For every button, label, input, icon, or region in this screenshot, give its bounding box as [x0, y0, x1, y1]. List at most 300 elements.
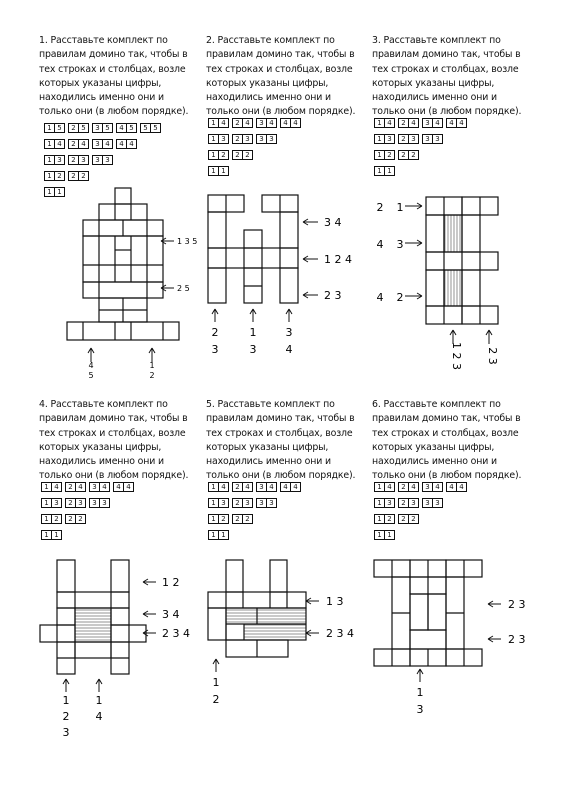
- domino-tile: [89, 482, 110, 492]
- instruction-line: тех строках и столбцах, возле: [372, 427, 519, 439]
- domino-half: 1: [47, 188, 52, 196]
- domino-grid: [67, 188, 179, 340]
- domino-half: 4: [218, 119, 228, 127]
- domino-tile: [398, 498, 419, 508]
- domino-tile: [44, 123, 65, 133]
- domino-half: 3: [95, 140, 100, 148]
- instruction-line: которых указаны цифры,: [372, 441, 495, 453]
- domino-row: [41, 514, 86, 524]
- domino-half: 2: [78, 172, 88, 180]
- domino-half: 3: [259, 119, 264, 127]
- domino-tile: [68, 155, 89, 165]
- domino-tile: [92, 155, 113, 165]
- domino-row: [44, 171, 89, 181]
- domino-half: 1: [377, 135, 382, 143]
- instruction-line: только они (в любом порядке).: [206, 106, 356, 118]
- column-hint-label: 3: [211, 343, 219, 356]
- domino-half: 1: [211, 515, 216, 523]
- domino-tile: [374, 118, 395, 128]
- column-hint-label: 2 3: [486, 347, 499, 365]
- domino-half: 1: [218, 531, 228, 539]
- domino-half: 1: [44, 531, 49, 539]
- domino-row: [208, 134, 277, 144]
- instruction-line: тех строках и столбцах, возле: [372, 63, 519, 75]
- domino-tile: [374, 134, 395, 144]
- domino-half: 4: [449, 483, 454, 491]
- domino-tile: [398, 118, 419, 128]
- instruction-line: правилам домино так, чтобы в: [206, 49, 355, 61]
- instruction-line: тех строках и столбцах, возле: [39, 63, 186, 75]
- shaded-cell: [244, 624, 306, 640]
- domino-tile: [422, 498, 443, 508]
- domino-grid: [374, 560, 482, 666]
- instruction-line: только они (в любом порядке).: [39, 470, 189, 482]
- domino-tile: [92, 139, 113, 149]
- column-hint: [486, 330, 499, 365]
- domino-row: [41, 498, 110, 508]
- domino-half: 3: [432, 135, 442, 143]
- domino-half: 4: [290, 483, 300, 491]
- row-hint-label: 2 3 4: [162, 627, 190, 640]
- domino-half: 2: [71, 172, 76, 180]
- column-hint-label: 4: [285, 343, 293, 356]
- domino-row: [374, 530, 395, 540]
- domino-half: 2: [71, 140, 76, 148]
- domino-half: 3: [432, 499, 442, 507]
- instruction-line: находились именно они и: [39, 92, 164, 104]
- row-hint: [303, 289, 342, 302]
- domino-half: 1: [47, 140, 52, 148]
- domino-half: 1: [377, 531, 382, 539]
- domino-half: 4: [290, 119, 300, 127]
- domino-tile: [208, 118, 229, 128]
- domino-half: 4: [102, 140, 112, 148]
- column-hint: [63, 679, 70, 739]
- domino-half: 4: [126, 140, 136, 148]
- shaded-cell: [75, 608, 111, 642]
- domino-half: 2: [242, 515, 252, 523]
- instruction-line: Расставьте комплект по: [383, 399, 501, 410]
- domino-row: [374, 118, 467, 128]
- puzzle-number: 2.: [206, 35, 215, 46]
- domino-tile: [208, 514, 229, 524]
- column-hint: [96, 679, 103, 723]
- column-hint: [286, 309, 293, 356]
- domino-tile: [374, 498, 395, 508]
- puzzle-number: 1.: [39, 35, 48, 46]
- domino-half: 5: [126, 124, 136, 132]
- instruction-line: находились именно они и: [206, 456, 331, 468]
- row-hint-label: 1 3: [326, 595, 344, 608]
- column-hint-label: 2: [211, 326, 219, 339]
- domino-half: 1: [377, 151, 382, 159]
- domino-tile: [92, 123, 113, 133]
- row-hint-label: 1 2 4: [324, 253, 352, 266]
- domino-tile: [232, 134, 253, 144]
- puzzle-number: 6.: [372, 399, 381, 410]
- domino-half: 1: [44, 483, 49, 491]
- domino-half: 4: [123, 483, 133, 491]
- domino-tile: [398, 514, 419, 524]
- domino-half: 4: [242, 119, 252, 127]
- domino-tile: [208, 498, 229, 508]
- domino-row: [208, 118, 301, 128]
- domino-tile: [41, 530, 62, 540]
- domino-tile: [374, 530, 395, 540]
- domino-row: [44, 123, 161, 133]
- instruction-line: которых указаны цифры,: [39, 77, 162, 89]
- column-hint: [88, 348, 94, 380]
- row-hint-label: 1 2: [162, 576, 180, 589]
- domino-half: 1: [218, 167, 228, 175]
- column-hint: [450, 330, 463, 370]
- domino-half: 2: [71, 156, 76, 164]
- row-hint: [303, 253, 352, 266]
- row-hint: [143, 627, 190, 640]
- domino-row: [374, 498, 443, 508]
- domino-half: 4: [266, 483, 276, 491]
- domino-half: 1: [377, 483, 382, 491]
- domino-half: 4: [432, 119, 442, 127]
- column-hint-label: 1: [249, 326, 257, 339]
- domino-half: 3: [259, 483, 264, 491]
- puzzle-5-instructions: [206, 398, 381, 484]
- row-hint: [306, 595, 344, 608]
- instruction-line: находились именно они и: [372, 92, 497, 104]
- puzzle-number: 5.: [206, 399, 215, 410]
- domino-tile: [65, 498, 86, 508]
- domino-tile: [113, 482, 134, 492]
- instruction-line: которых указаны цифры,: [206, 77, 329, 89]
- domino-half: 3: [242, 135, 252, 143]
- instruction-line: правилам домино так, чтобы в: [206, 413, 355, 425]
- domino-half: 3: [425, 499, 430, 507]
- row-hint-label: 2 3: [324, 289, 342, 302]
- instruction-line: только они (в любом порядке).: [206, 470, 356, 482]
- instruction-line: тех строках и столбцах, возле: [39, 427, 186, 439]
- row-hint: [143, 608, 180, 621]
- row-hint: [161, 284, 190, 293]
- instruction-line: правилам домино так, чтобы в: [372, 413, 521, 425]
- instruction-line: тех строках и столбцах, возле: [206, 63, 353, 75]
- row-hint: [303, 216, 342, 229]
- domino-half: 4: [116, 483, 121, 491]
- domino-tile: [374, 482, 395, 492]
- domino-tile: [44, 171, 65, 181]
- domino-half: 3: [425, 119, 430, 127]
- domino-half: 1: [51, 531, 61, 539]
- row-hint-label: 4: [376, 238, 384, 251]
- domino-row: [374, 166, 395, 176]
- domino-tile: [374, 514, 395, 524]
- domino-half: 3: [54, 156, 64, 164]
- row-hint-label: 3 4: [162, 608, 180, 621]
- instruction-line: только они (в любом порядке).: [372, 106, 522, 118]
- domino-tile: [232, 498, 253, 508]
- column-hint: [213, 659, 220, 706]
- domino-tile: [446, 482, 467, 492]
- domino-half: 4: [78, 140, 88, 148]
- domino-tile: [256, 482, 277, 492]
- domino-half: 1: [377, 119, 382, 127]
- domino-half: 3: [92, 499, 97, 507]
- domino-half: 3: [384, 135, 394, 143]
- row-hint-label: 2 3 4: [326, 627, 354, 640]
- instruction-line: Расставьте комплект по: [217, 35, 335, 46]
- domino-tile: [280, 118, 301, 128]
- instruction-line: только они (в любом порядке).: [372, 470, 522, 482]
- row-hint: [306, 627, 354, 640]
- domino-half: 2: [68, 499, 73, 507]
- domino-half: 2: [54, 172, 64, 180]
- domino-row: [208, 530, 229, 540]
- instruction-line: правилам домино так, чтобы в: [39, 413, 188, 425]
- row-hint-label: 2 5: [177, 284, 190, 293]
- instruction-line: которых указаны цифры,: [372, 77, 495, 89]
- domino-row: [208, 498, 277, 508]
- domino-half: 1: [384, 167, 394, 175]
- domino-tile: [116, 123, 137, 133]
- domino-half: 2: [51, 515, 61, 523]
- row-hint: [377, 238, 423, 251]
- domino-row: [41, 482, 134, 492]
- column-hint: [417, 669, 424, 716]
- row-hint: [488, 598, 526, 611]
- domino-tile: [422, 482, 443, 492]
- domino-row: [208, 150, 253, 160]
- domino-half: 4: [75, 483, 85, 491]
- domino-half: 1: [377, 515, 382, 523]
- puzzle-4-instructions: [39, 398, 214, 484]
- domino-half: 2: [235, 119, 240, 127]
- domino-half: 1: [47, 124, 52, 132]
- domino-row: [44, 187, 65, 197]
- domino-half: 2: [235, 515, 240, 523]
- domino-half: 3: [92, 483, 97, 491]
- domino-half: 2: [235, 499, 240, 507]
- domino-tile: [422, 118, 443, 128]
- domino-half: 4: [456, 483, 466, 491]
- domino-half: 2: [75, 515, 85, 523]
- column-hint-label: 1: [149, 361, 155, 370]
- domino-half: 3: [259, 135, 264, 143]
- domino-half: 4: [266, 119, 276, 127]
- domino-tile: [398, 134, 419, 144]
- domino-half: 1: [211, 167, 216, 175]
- domino-half: 1: [54, 188, 64, 196]
- domino-half: 4: [283, 119, 288, 127]
- domino-half: 2: [68, 515, 73, 523]
- domino-half: 3: [384, 499, 394, 507]
- instruction-line: которых указаны цифры,: [206, 441, 329, 453]
- domino-row: [374, 150, 419, 160]
- instruction-line: только они (в любом порядке).: [39, 106, 189, 118]
- domino-row: [208, 166, 229, 176]
- row-hint: [377, 201, 423, 214]
- domino-grid: [426, 197, 498, 324]
- domino-tile: [65, 514, 86, 524]
- column-hint-label: 1 2 3: [450, 342, 463, 370]
- domino-half: 1: [47, 172, 52, 180]
- domino-half: 2: [408, 515, 418, 523]
- row-hint-label: 2: [396, 291, 404, 304]
- domino-half: 1: [211, 119, 216, 127]
- column-hint: [212, 309, 219, 356]
- domino-tile: [116, 139, 137, 149]
- domino-tile: [374, 166, 395, 176]
- domino-half: 4: [384, 119, 394, 127]
- domino-half: 1: [211, 135, 216, 143]
- domino-half: 3: [425, 135, 430, 143]
- instruction-line: Расставьте комплект по: [50, 35, 168, 46]
- domino-grid: [208, 560, 306, 657]
- domino-half: 2: [384, 515, 394, 523]
- domino-tile: [232, 482, 253, 492]
- domino-half: 4: [283, 483, 288, 491]
- domino-tile: [280, 482, 301, 492]
- domino-half: 3: [408, 135, 418, 143]
- domino-half: 4: [51, 483, 61, 491]
- domino-tile: [41, 482, 62, 492]
- instruction-line: находились именно они и: [372, 456, 497, 468]
- domino-half: 3: [266, 135, 276, 143]
- column-hint-label: 4: [88, 361, 94, 370]
- domino-tile: [208, 134, 229, 144]
- domino-half: 3: [218, 135, 228, 143]
- domino-half: 2: [235, 135, 240, 143]
- instruction-line: которых указаны цифры,: [39, 441, 162, 453]
- domino-tile: [65, 482, 86, 492]
- domino-tile: [208, 150, 229, 160]
- puzzle-3-instructions: [372, 34, 547, 120]
- domino-half: 4: [119, 124, 124, 132]
- column-hint-label: 1: [416, 686, 424, 699]
- domino-half: 4: [99, 483, 109, 491]
- puzzle-2-instructions: [206, 34, 381, 120]
- domino-tile: [374, 150, 395, 160]
- domino-half: 2: [401, 499, 406, 507]
- row-hint: [143, 576, 180, 589]
- domino-half: 5: [54, 124, 64, 132]
- domino-half: 4: [384, 483, 394, 491]
- shaded-cell: [444, 215, 462, 252]
- domino-tile: [208, 530, 229, 540]
- domino-tile: [398, 150, 419, 160]
- domino-row: [374, 514, 419, 524]
- domino-tile: [208, 166, 229, 176]
- domino-half: 3: [408, 499, 418, 507]
- column-hint-label: 2: [212, 693, 220, 706]
- domino-half: 2: [401, 151, 406, 159]
- domino-half: 1: [377, 167, 382, 175]
- domino-half: 2: [218, 515, 228, 523]
- puzzle-number: 4.: [39, 399, 48, 410]
- domino-half: 2: [242, 151, 252, 159]
- instruction-line: правилам домино так, чтобы в: [372, 49, 521, 61]
- domino-tile: [232, 514, 253, 524]
- domino-half: 4: [218, 483, 228, 491]
- domino-half: 3: [425, 483, 430, 491]
- domino-tile: [68, 171, 89, 181]
- domino-half: 4: [408, 483, 418, 491]
- row-hint-label: 1 3 5: [177, 237, 198, 246]
- row-hint-label: 4: [376, 291, 384, 304]
- domino-tile: [41, 514, 62, 524]
- domino-tile: [446, 118, 467, 128]
- row-hint-label: 1: [396, 201, 404, 214]
- domino-half: 2: [401, 135, 406, 143]
- instruction-line: правилам домино так, чтобы в: [39, 49, 188, 61]
- column-hint-label: 3: [249, 343, 257, 356]
- domino-tile: [256, 134, 277, 144]
- instruction-line: Расставьте комплект по: [217, 399, 335, 410]
- domino-half: 2: [401, 515, 406, 523]
- row-hint-label: 2: [376, 201, 384, 214]
- domino-tile: [44, 155, 65, 165]
- column-hint: [149, 348, 155, 380]
- domino-half: 3: [95, 124, 100, 132]
- column-hint-label: 1: [95, 694, 103, 707]
- domino-half: 1: [211, 499, 216, 507]
- domino-grid: [40, 560, 146, 674]
- shaded-cell: [444, 270, 462, 306]
- domino-half: 3: [51, 499, 61, 507]
- row-hint-label: 3: [396, 238, 404, 251]
- domino-tile: [68, 139, 89, 149]
- domino-half: 3: [218, 499, 228, 507]
- domino-row: [41, 530, 62, 540]
- domino-half: 2: [68, 483, 73, 491]
- domino-half: 4: [456, 119, 466, 127]
- domino-half: 1: [211, 483, 216, 491]
- domino-half: 4: [242, 483, 252, 491]
- row-hint: [488, 633, 526, 646]
- domino-row: [44, 155, 113, 165]
- instruction-line: находились именно они и: [206, 92, 331, 104]
- domino-half: 4: [408, 119, 418, 127]
- column-hint-label: 2: [149, 371, 155, 380]
- domino-half: 1: [211, 151, 216, 159]
- domino-grid: [208, 195, 298, 303]
- domino-half: 2: [235, 151, 240, 159]
- domino-tile: [422, 134, 443, 144]
- instruction-line: Расставьте комплект по: [50, 399, 168, 410]
- domino-tile: [208, 482, 229, 492]
- domino-row: [208, 514, 253, 524]
- domino-half: 3: [78, 156, 88, 164]
- domino-half: 2: [71, 124, 76, 132]
- domino-tile: [89, 498, 110, 508]
- column-hint-label: 4: [95, 710, 103, 723]
- domino-row: [374, 134, 443, 144]
- column-hint: [250, 309, 257, 356]
- domino-half: 5: [150, 124, 160, 132]
- domino-half: 1: [47, 156, 52, 164]
- domino-half: 3: [99, 499, 109, 507]
- domino-half: 5: [102, 124, 112, 132]
- domino-tile: [44, 139, 65, 149]
- column-hint-label: 1: [212, 676, 220, 689]
- domino-half: 5: [143, 124, 148, 132]
- domino-half: 3: [75, 499, 85, 507]
- domino-half: 1: [211, 531, 216, 539]
- domino-half: 3: [95, 156, 100, 164]
- domino-half: 2: [218, 151, 228, 159]
- domino-half: 4: [432, 483, 442, 491]
- column-hint-label: 3: [416, 703, 424, 716]
- domino-half: 2: [235, 483, 240, 491]
- domino-half: 1: [384, 531, 394, 539]
